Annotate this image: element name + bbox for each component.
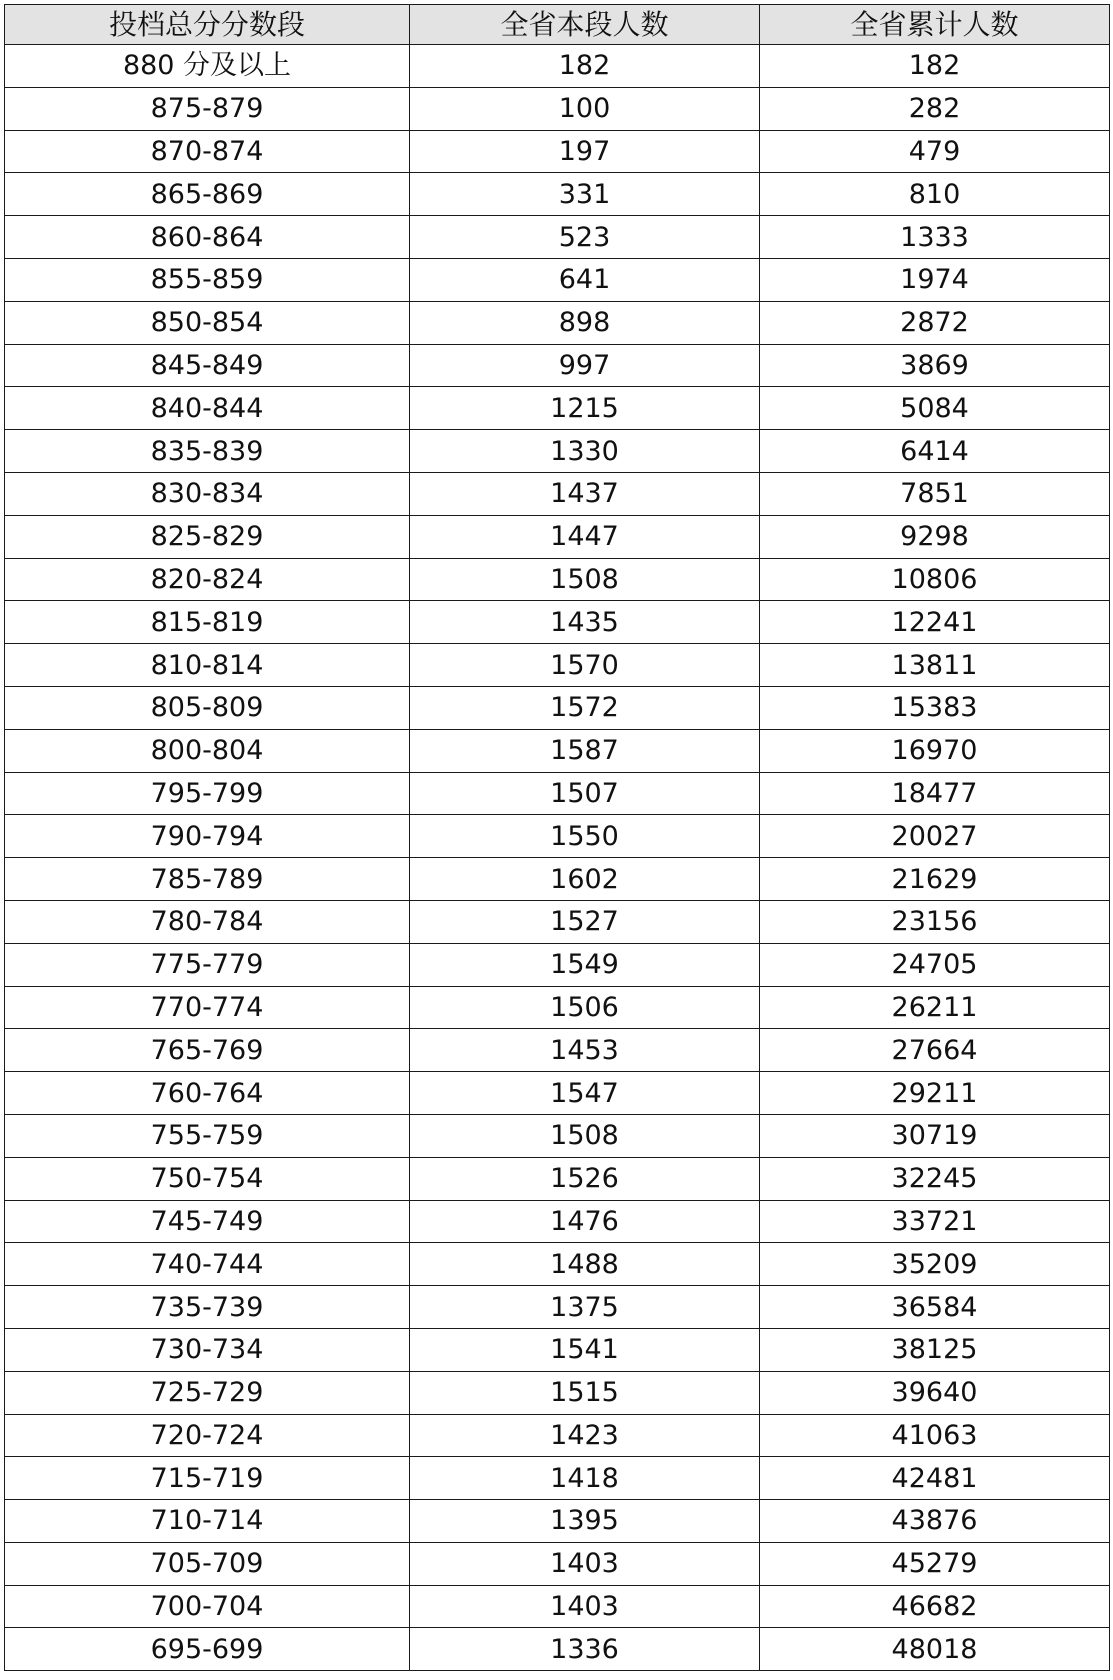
cumulative-count-cell: 282 (760, 87, 1110, 130)
score-range-cell: 730-734 (5, 1328, 410, 1371)
segment-count-cell: 1526 (410, 1157, 760, 1200)
header-segment-count: 全省本段人数 (410, 5, 760, 45)
cumulative-count-cell: 26211 (760, 986, 1110, 1029)
segment-count-cell: 1587 (410, 729, 760, 772)
table-row (5, 1114, 1110, 1157)
table-row (5, 515, 1110, 558)
segment-count-cell: 1395 (410, 1500, 760, 1543)
table-row (5, 258, 1110, 301)
table-row (5, 943, 1110, 986)
table-row (5, 1542, 1110, 1585)
table-row (5, 344, 1110, 387)
cumulative-count-cell: 7851 (760, 472, 1110, 515)
score-range-cell: 870-874 (5, 130, 410, 173)
table-row (5, 1628, 1110, 1671)
table-row (5, 1328, 1110, 1371)
score-range-cell: 725-729 (5, 1371, 410, 1414)
cumulative-count-cell: 15383 (760, 686, 1110, 729)
cumulative-count-cell: 29211 (760, 1072, 1110, 1115)
cumulative-count-cell: 10806 (760, 558, 1110, 601)
score-range-cell: 695-699 (5, 1628, 410, 1671)
segment-count-cell: 182 (410, 45, 760, 88)
segment-count-cell: 997 (410, 344, 760, 387)
score-range-cell: 755-759 (5, 1114, 410, 1157)
segment-count-cell: 1403 (410, 1542, 760, 1585)
cumulative-count-cell: 38125 (760, 1328, 1110, 1371)
segment-count-cell: 1476 (410, 1200, 760, 1243)
cumulative-count-cell: 5084 (760, 387, 1110, 430)
table-row (5, 1243, 1110, 1286)
cumulative-count-cell: 182 (760, 45, 1110, 88)
segment-count-cell: 1508 (410, 1114, 760, 1157)
table-row (5, 986, 1110, 1029)
score-range-cell: 845-849 (5, 344, 410, 387)
score-range-cell: 810-814 (5, 644, 410, 687)
table-row (5, 173, 1110, 216)
segment-count-cell: 1437 (410, 472, 760, 515)
table-row (5, 729, 1110, 772)
segment-count-cell: 1515 (410, 1371, 760, 1414)
score-range-cell: 740-744 (5, 1243, 410, 1286)
score-range-cell: 855-859 (5, 258, 410, 301)
score-range-cell: 880 分及以上 (5, 45, 410, 88)
table-row (5, 858, 1110, 901)
cumulative-count-cell: 23156 (760, 900, 1110, 943)
table-row (5, 1072, 1110, 1115)
cumulative-count-cell: 21629 (760, 858, 1110, 901)
cumulative-count-cell: 1974 (760, 258, 1110, 301)
segment-count-cell: 197 (410, 130, 760, 173)
segment-count-cell: 898 (410, 301, 760, 344)
table-row (5, 301, 1110, 344)
segment-count-cell: 1541 (410, 1328, 760, 1371)
segment-count-cell: 523 (410, 216, 760, 259)
score-range-cell: 775-779 (5, 943, 410, 986)
score-range-cell: 700-704 (5, 1585, 410, 1628)
segment-count-cell: 1549 (410, 943, 760, 986)
table-row (5, 1457, 1110, 1500)
score-range-cell: 815-819 (5, 601, 410, 644)
cumulative-count-cell: 32245 (760, 1157, 1110, 1200)
table-row (5, 45, 1110, 88)
segment-count-cell: 1330 (410, 430, 760, 473)
table-row (5, 1414, 1110, 1457)
cumulative-count-cell: 33721 (760, 1200, 1110, 1243)
segment-count-cell: 1453 (410, 1029, 760, 1072)
score-range-cell: 710-714 (5, 1500, 410, 1543)
segment-count-cell: 1508 (410, 558, 760, 601)
cumulative-count-cell: 479 (760, 130, 1110, 173)
table-row (5, 1585, 1110, 1628)
segment-count-cell: 1447 (410, 515, 760, 558)
cumulative-count-cell: 6414 (760, 430, 1110, 473)
table-body (5, 45, 1110, 1671)
score-range-cell: 825-829 (5, 515, 410, 558)
table-row (5, 472, 1110, 515)
table-row (5, 1029, 1110, 1072)
score-range-cell: 800-804 (5, 729, 410, 772)
cumulative-count-cell: 41063 (760, 1414, 1110, 1457)
score-range-cell: 820-824 (5, 558, 410, 601)
score-range-cell: 715-719 (5, 1457, 410, 1500)
score-range-cell: 830-834 (5, 472, 410, 515)
cumulative-count-cell: 13811 (760, 644, 1110, 687)
segment-count-cell: 1602 (410, 858, 760, 901)
table-row (5, 900, 1110, 943)
score-range-cell: 745-749 (5, 1200, 410, 1243)
cumulative-count-cell: 3869 (760, 344, 1110, 387)
segment-count-cell: 1572 (410, 686, 760, 729)
score-range-cell: 720-724 (5, 1414, 410, 1457)
segment-count-cell: 1336 (410, 1628, 760, 1671)
cumulative-count-cell: 48018 (760, 1628, 1110, 1671)
table-row (5, 815, 1110, 858)
score-range-cell: 850-854 (5, 301, 410, 344)
segment-count-cell: 1215 (410, 387, 760, 430)
table-row (5, 1286, 1110, 1329)
score-range-cell: 840-844 (5, 387, 410, 430)
cumulative-count-cell: 2872 (760, 301, 1110, 344)
table-row (5, 87, 1110, 130)
score-range-cell: 750-754 (5, 1157, 410, 1200)
segment-count-cell: 1418 (410, 1457, 760, 1500)
cumulative-count-cell: 12241 (760, 601, 1110, 644)
segment-count-cell: 1550 (410, 815, 760, 858)
cumulative-count-cell: 20027 (760, 815, 1110, 858)
table-row (5, 1371, 1110, 1414)
segment-count-cell: 1403 (410, 1585, 760, 1628)
table-row (5, 1200, 1110, 1243)
table-row (5, 387, 1110, 430)
score-range-cell: 865-869 (5, 173, 410, 216)
cumulative-count-cell: 1333 (760, 216, 1110, 259)
cumulative-count-cell: 43876 (760, 1500, 1110, 1543)
table-row (5, 430, 1110, 473)
segment-count-cell: 100 (410, 87, 760, 130)
segment-count-cell: 1570 (410, 644, 760, 687)
score-range-cell: 780-784 (5, 900, 410, 943)
table-row (5, 772, 1110, 815)
cumulative-count-cell: 45279 (760, 1542, 1110, 1585)
cumulative-count-cell: 18477 (760, 772, 1110, 815)
segment-count-cell: 641 (410, 258, 760, 301)
cumulative-count-cell: 9298 (760, 515, 1110, 558)
score-range-cell: 805-809 (5, 686, 410, 729)
segment-count-cell: 1527 (410, 900, 760, 943)
segment-count-cell: 1435 (410, 601, 760, 644)
cumulative-count-cell: 810 (760, 173, 1110, 216)
score-range-cell: 860-864 (5, 216, 410, 259)
score-range-cell: 795-799 (5, 772, 410, 815)
cumulative-count-cell: 35209 (760, 1243, 1110, 1286)
cumulative-count-cell: 16970 (760, 729, 1110, 772)
score-distribution-table (4, 4, 1110, 1671)
score-range-cell: 735-739 (5, 1286, 410, 1329)
score-range-cell: 785-789 (5, 858, 410, 901)
score-range-cell: 790-794 (5, 815, 410, 858)
table-row (5, 216, 1110, 259)
segment-count-cell: 331 (410, 173, 760, 216)
header-cumulative-count: 全省累计人数 (760, 5, 1110, 45)
score-range-cell: 875-879 (5, 87, 410, 130)
score-range-cell: 705-709 (5, 1542, 410, 1585)
cumulative-count-cell: 24705 (760, 943, 1110, 986)
segment-count-cell: 1423 (410, 1414, 760, 1457)
cumulative-count-cell: 39640 (760, 1371, 1110, 1414)
table-row (5, 558, 1110, 601)
table-header-row (5, 5, 1110, 45)
score-range-cell: 765-769 (5, 1029, 410, 1072)
segment-count-cell: 1375 (410, 1286, 760, 1329)
table-row (5, 1500, 1110, 1543)
score-range-cell: 770-774 (5, 986, 410, 1029)
table-row (5, 1157, 1110, 1200)
score-range-cell: 760-764 (5, 1072, 410, 1115)
table-row (5, 686, 1110, 729)
cumulative-count-cell: 36584 (760, 1286, 1110, 1329)
segment-count-cell: 1507 (410, 772, 760, 815)
header-score-range: 投档总分分数段 (5, 5, 410, 45)
segment-count-cell: 1488 (410, 1243, 760, 1286)
score-range-cell: 835-839 (5, 430, 410, 473)
cumulative-count-cell: 27664 (760, 1029, 1110, 1072)
table-row (5, 601, 1110, 644)
cumulative-count-cell: 30719 (760, 1114, 1110, 1157)
cumulative-count-cell: 42481 (760, 1457, 1110, 1500)
table-row (5, 644, 1110, 687)
cumulative-count-cell: 46682 (760, 1585, 1110, 1628)
segment-count-cell: 1506 (410, 986, 760, 1029)
segment-count-cell: 1547 (410, 1072, 760, 1115)
table-row (5, 130, 1110, 173)
